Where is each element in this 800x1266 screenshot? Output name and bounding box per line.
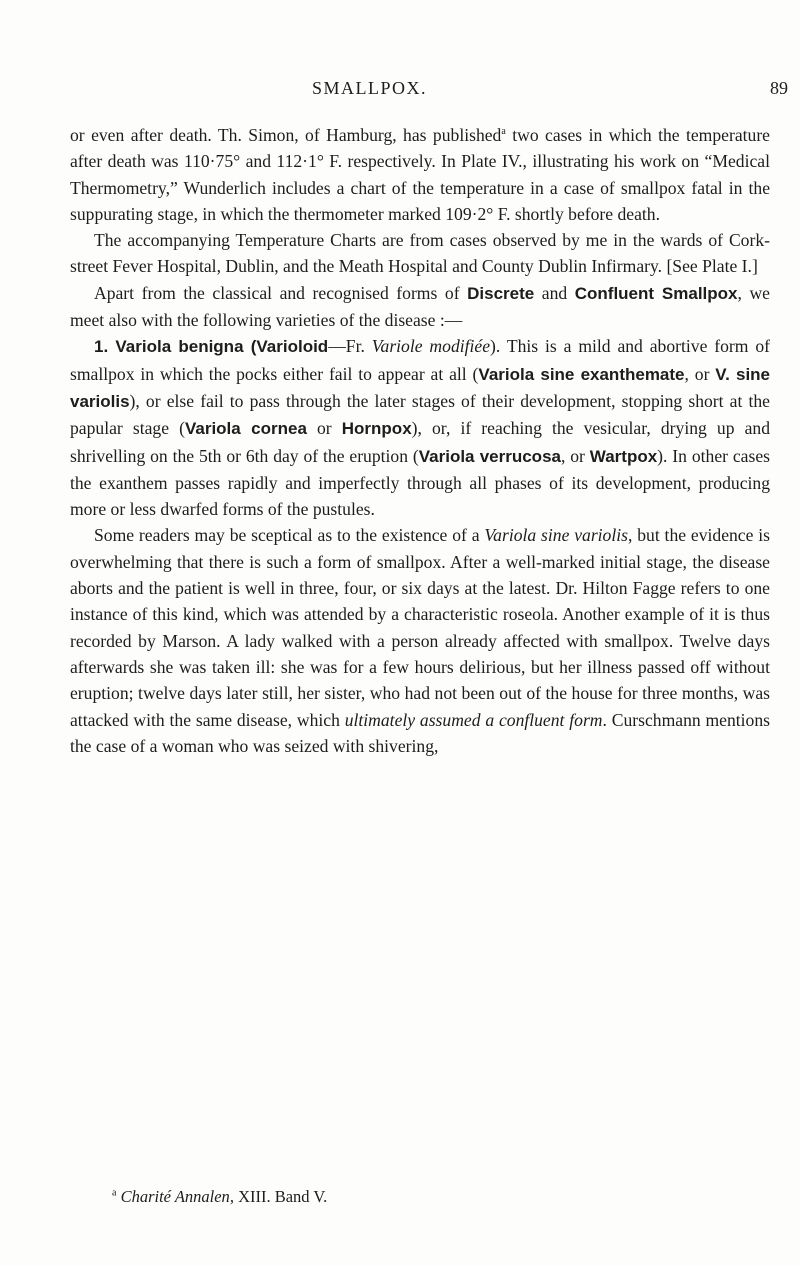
paragraph-1: or even after death. Th. Simon, of Hamburg, has published$^a$ two cases in which the temperature after death was 110·75° and 112·1° F. respectively. In Plate IV., illustrating his work on “Medical Thermometry,” Wunderlich includes a chart of the temperature in a case of smallpox fatal in the suppurating stage, in which the thermometer marked 109·2° F. shortly before death. <box>70 125 770 224</box>
paragraph-3: Apart from the classical and recognised forms of Discrete and Confluent Smallpox, we meet also with the following varieties of the disease :— <box>70 282 770 331</box>
term-discrete: Discrete <box>467 283 535 303</box>
paragraph-5: Some readers may be sceptical as to the existence of a Variola sine variolis, but the evidence is overwhelming that there is such a form of smallpox. After a well-marked initial stage, the disease aborts and the patient is well in three, four, or six days at the latest. Dr. Hilton Fagge refers to one instance of this kind, which was attended by a characteristic roseola. Another example of it is thus recorded by Marson. A lady walked with a person already affected with smallpox. Twelve days afterwards she was taken ill: she was for a few hours delirious, but her illness passed off without eruption; twelve days later still, her sister, who had not been out of the house for three months, was attacked with the same disease, which ultimately assumed a confluent form. Curschmann mentions the case of a woman who was seized with shivering, <box>70 525 770 756</box>
body-text <box>70 122 770 759</box>
term-confluent: Confluent Smallpox <box>574 283 738 303</box>
term-variola-benigna: Variola benigna (Varioloid <box>115 337 329 357</box>
page-header <box>0 78 800 108</box>
paragraph-2: The accompanying Temperature Charts are from cases observed by me in the wards of Cork-street Fever Hospital, Dublin, and the Meath Hospital and County Dublin Infirmary. [See Plate I.] <box>70 230 770 277</box>
footnote-ref: a <box>501 126 506 138</box>
footnote-source: Charité Annalen <box>120 1187 230 1206</box>
running-head: SMALLPOX. <box>312 78 428 98</box>
footnote: $^a$ Charité Annalen, XIII. Band V. <box>112 1187 328 1206</box>
footnote-mark: a <box>112 1187 117 1199</box>
paragraph-4: 1. Variola benigna (Varioloid—Fr. Variole modifiée). This is a mild and abortive form of smallpox in which the pocks either fail to appear at all (Variola sine exanthemate, or V. sine variolis), or else fail to pass through the later stages of their development, stopping short at the papular stage (Variola cornea or Hornpox), or, if reaching the vesicular, drying up and shrivelling on the 5th or 6th day of the eruption (Variola verrucosa, or Wartpox). In other cases the exanthem passes rapidly and imperfectly through all phases of its development, producing more or less dwarfed forms of the pustules. <box>70 336 771 520</box>
page-number: 89 <box>770 78 788 98</box>
